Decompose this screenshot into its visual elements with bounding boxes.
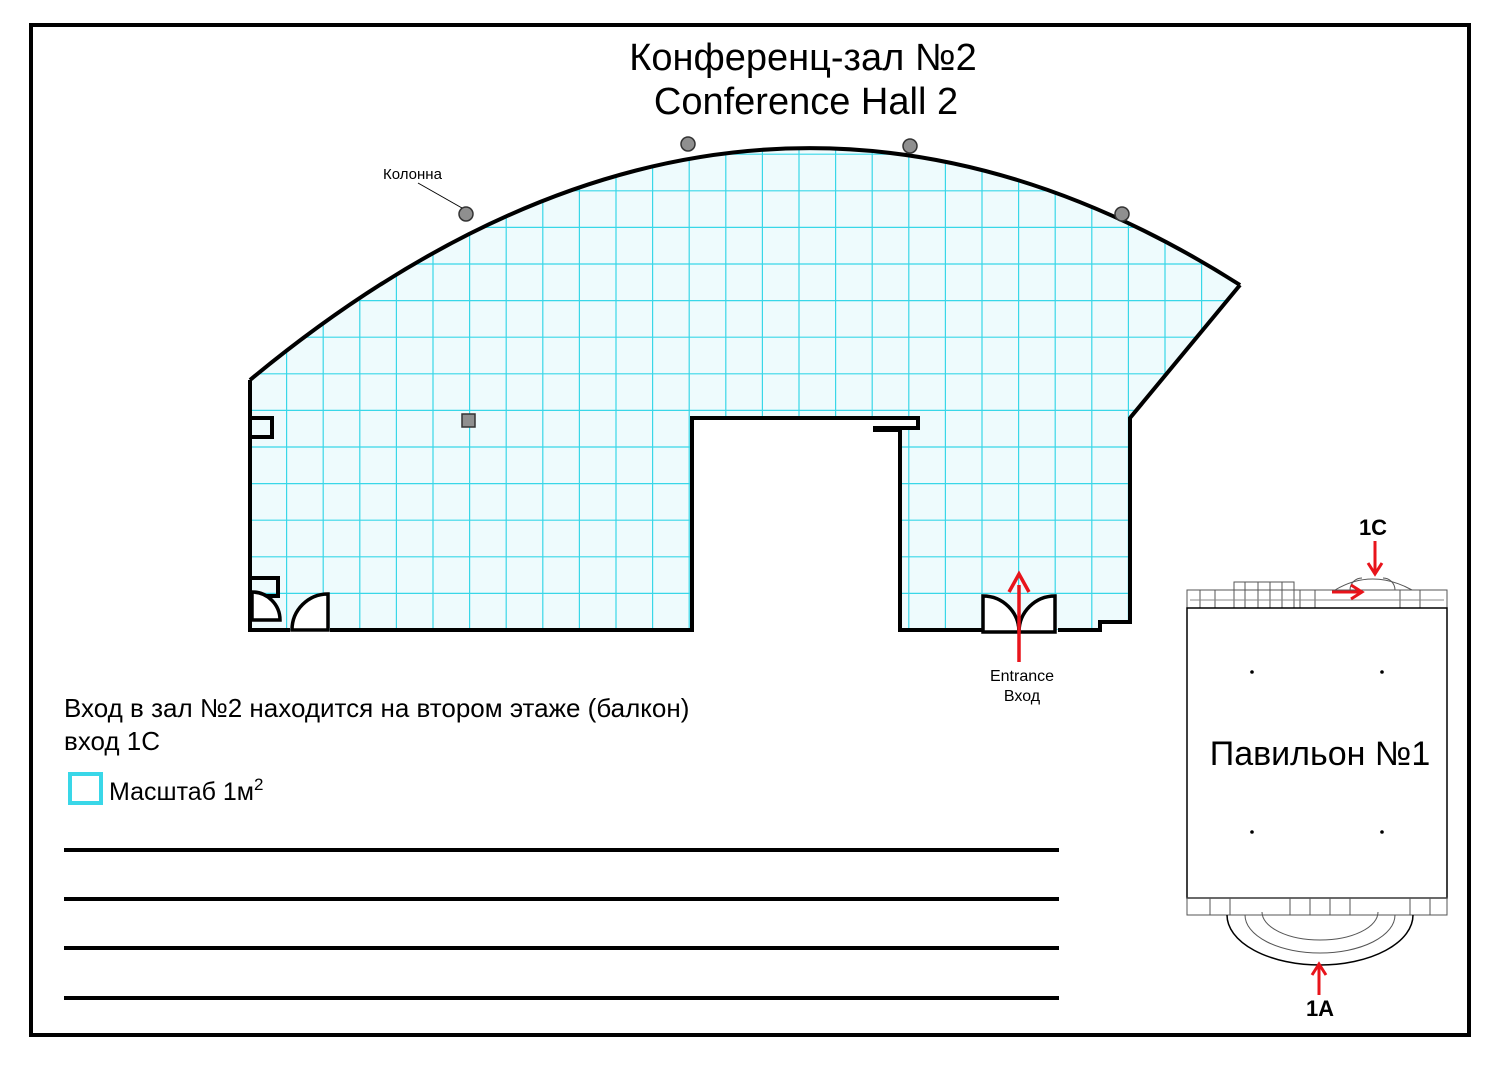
column-marker bbox=[459, 207, 473, 221]
pavilion-inset-map bbox=[1187, 515, 1447, 1021]
scale-legend-label bbox=[109, 775, 263, 806]
title-en: Conference Hall 2 bbox=[653, 81, 959, 123]
note-line-2: вход 1С bbox=[64, 726, 161, 756]
column-marker bbox=[1115, 207, 1129, 221]
column-marker bbox=[903, 139, 917, 153]
note-line-1: Вход в зал №2 находится на втором этаже (балкон) bbox=[64, 693, 690, 723]
column-label: Колонна bbox=[383, 166, 442, 183]
entrance-label-ru: Вход bbox=[1003, 688, 1041, 705]
scale-legend-text: Масштаб 1м bbox=[109, 778, 254, 806]
inset-entrance-1a-label: 1A bbox=[1305, 996, 1335, 1021]
inset-pavilion-name: Павильон №1 bbox=[1209, 735, 1431, 773]
scale-legend-sup: 2 bbox=[254, 775, 264, 794]
title-ru: Конференц-зал №2 bbox=[629, 37, 977, 79]
inset-top-strip bbox=[1187, 578, 1447, 608]
column-leader-line bbox=[418, 183, 462, 208]
entrance-label-en: Entrance bbox=[989, 668, 1055, 685]
column-marker bbox=[681, 137, 695, 151]
inset-entrance-1c-label: 1C bbox=[1358, 515, 1388, 540]
blank-note-lines bbox=[64, 850, 1059, 998]
square-column-marker bbox=[462, 414, 475, 427]
scale-legend-swatch bbox=[70, 774, 101, 803]
inset-bottom-strip bbox=[1187, 898, 1447, 965]
inset-entrance-1a-arrow bbox=[1312, 964, 1326, 995]
